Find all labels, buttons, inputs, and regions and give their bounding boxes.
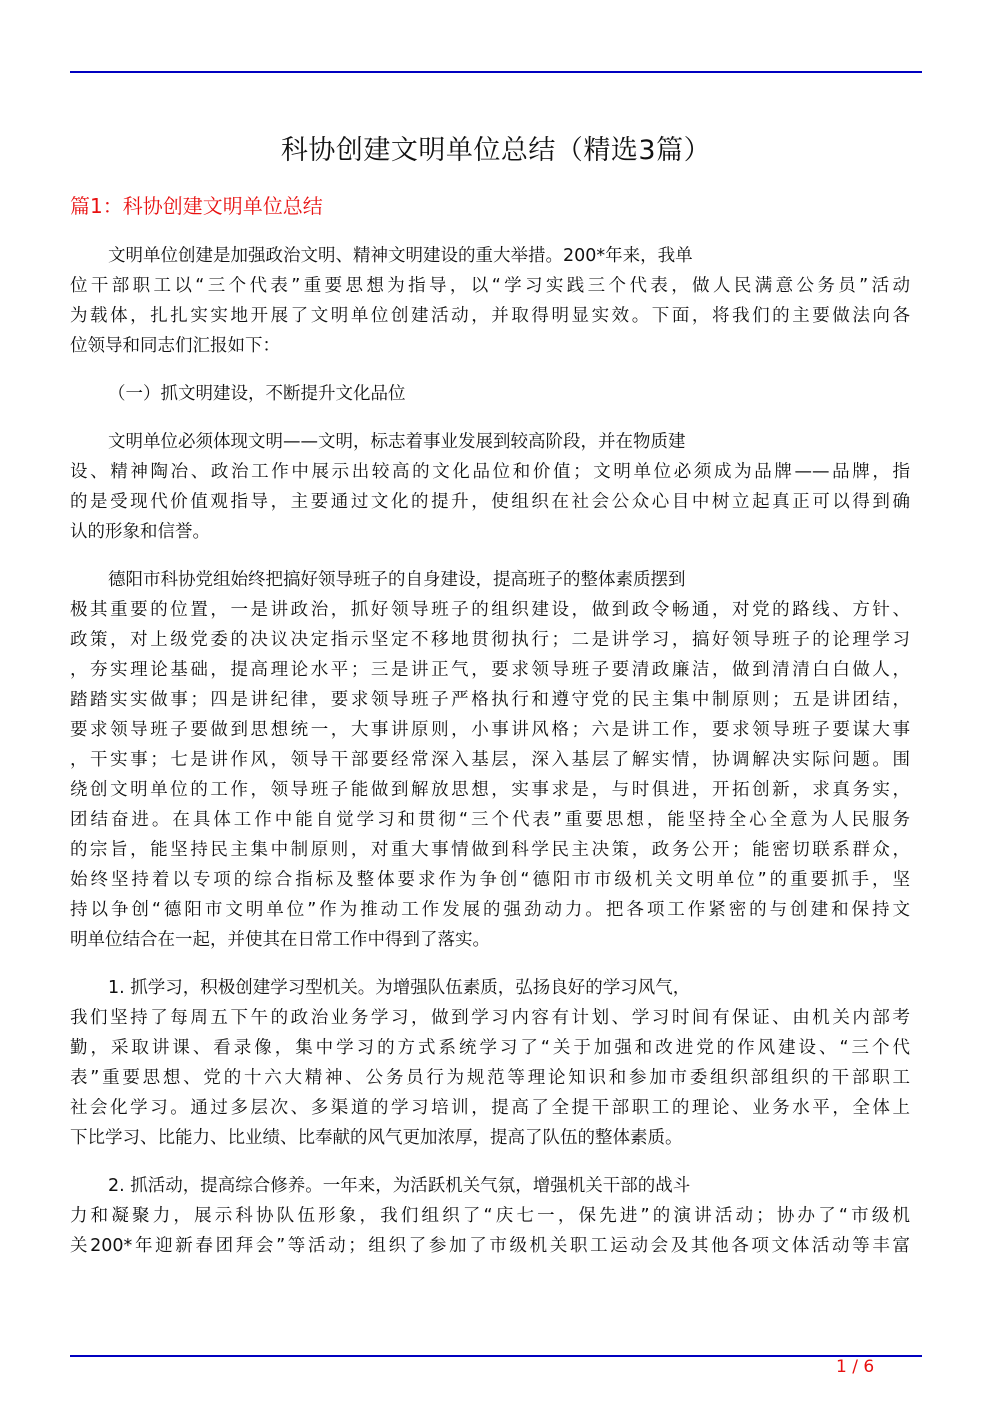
paragraph	[70, 427, 910, 547]
text-line: 社会化学习。通过多层次、多渠道的学习培训，提高了全提干部职工的理论、业务水平，全体上	[70, 1098, 910, 1118]
text-line: 认的形象和信誉。	[70, 522, 210, 542]
text-line: 为载体，扎扎实实地开展了文明单位创建活动，并取得明显实效。下面，将我们的主要做法向各	[70, 306, 910, 326]
paragraph	[70, 241, 910, 361]
text-line: 要求领导班子要做到思想统一，大事讲原则，小事讲风格；六是讲工作，要求领导班子要谋大事	[70, 720, 910, 740]
page-number: 1 / 6	[836, 1357, 875, 1377]
text-line: （一）抓文明建设，不断提升文化品位	[108, 384, 406, 404]
text-line: 下比学习、比能力、比业绩、比奉献的风气更加浓厚，提高了队伍的整体素质。	[70, 1128, 683, 1148]
text-line: 位干部职工以“三个代表”重要思想为指导，以“学习实践三个代表，做人民满意公务员”活动	[70, 276, 910, 296]
header-rule	[70, 71, 922, 73]
footer-rule	[70, 1355, 922, 1357]
text-line: 力和凝聚力，展示科协队伍形象，我们组织了“庆七一，保先进”的演讲活动；协办了“市级机	[70, 1206, 910, 1226]
text-line: 文明单位创建是加强政治文明、精神文明建设的重大举措。200*年来，我单	[108, 246, 693, 266]
text-line: ，夯实理论基础，提高理论水平；三是讲正气，要求领导班子要清政廉洁，做到清清白白做人，	[70, 660, 910, 680]
text-line: 团结奋进。在具体工作中能自觉学习和贯彻“三个代表”重要思想，能坚持全心全意为人民服务	[70, 810, 910, 830]
text-line: 我们坚持了每周五下午的政治业务学习，做到学习内容有计划、学习时间有保证、由机关内部考	[70, 1008, 910, 1028]
text-line: 明单位结合在一起，并使其在日常工作中得到了落实。	[70, 930, 490, 950]
text-line: 勤，采取讲课、看录像，集中学习的方式系统学习了“关于加强和改进党的作风建设、“三个代	[70, 1038, 910, 1058]
paragraph	[70, 379, 910, 409]
section-heading: 篇1：科协创建文明单位总结	[70, 194, 323, 218]
text-line: 的是受现代价值观指导，主要通过文化的提升，使组织在社会公众心目中树立起真正可以得到确	[70, 492, 910, 512]
text-line: 表”重要思想、党的十六大精神、公务员行为规范等理论知识和参加市委组织部组织的干部职工	[70, 1068, 910, 1088]
text-line: 关200*年迎新春团拜会”等活动；组织了参加了市级机关职工运动会及其他各项文体活动等丰富	[70, 1236, 910, 1256]
paragraph	[70, 973, 910, 1153]
text-line: 德阳市科协党组始终把搞好领导班子的自身建设，提高班子的整体素质摆到	[108, 570, 686, 590]
text-line: 2. 抓活动，提高综合修养。一年来，为活跃机关气氛，增强机关干部的战斗	[108, 1176, 691, 1196]
document-body	[70, 241, 910, 1279]
text-line: 设、精神陶冶、政治工作中展示出较高的文化品位和价值；文明单位必须成为品牌——品牌，指	[70, 462, 910, 482]
text-line: 1. 抓学习，积极创建学习型机关。为增强队伍素质，弘扬良好的学习风气，	[108, 978, 691, 998]
text-line: 的宗旨，能坚持民主集中制原则，对重大事情做到科学民主决策，政务公开；能密切联系群众，	[70, 840, 910, 860]
text-line: 绕创文明单位的工作，领导班子能做到解放思想，实事求是，与时俱进，开拓创新，求真务实，	[70, 780, 910, 800]
paragraph	[70, 1171, 910, 1261]
text-line: 文明单位必须体现文明——文明，标志着事业发展到较高阶段，并在物质建	[108, 432, 686, 452]
paragraph	[70, 565, 910, 955]
text-line: 持以争创“德阳市文明单位”作为推动工作发展的强劲动力。把各项工作紧密的与创建和保持文	[70, 900, 910, 920]
text-line: 始终坚持着以专项的综合指标及整体要求作为争创“德阳市市级机关文明单位”的重要抓手，坚	[70, 870, 910, 890]
text-line: 极其重要的位置，一是讲政治，抓好领导班子的组织建设，做到政令畅通，对党的路线、方针、	[70, 600, 910, 620]
text-line: 踏踏实实做事；四是讲纪律，要求领导班子严格执行和遵守党的民主集中制原则；五是讲团结，	[70, 690, 910, 710]
document-title: 科协创建文明单位总结（精选3篇）	[280, 135, 712, 166]
text-line: ，干实事；七是讲作风，领导干部要经常深入基层，深入基层了解实情，协调解决实际问题。围	[70, 750, 910, 770]
text-line: 政策，对上级党委的决议决定指示坚定不移地贯彻执行；二是讲学习，搞好领导班子的论理学习	[70, 630, 910, 650]
text-line: 位领导和同志们汇报如下：	[70, 336, 280, 356]
